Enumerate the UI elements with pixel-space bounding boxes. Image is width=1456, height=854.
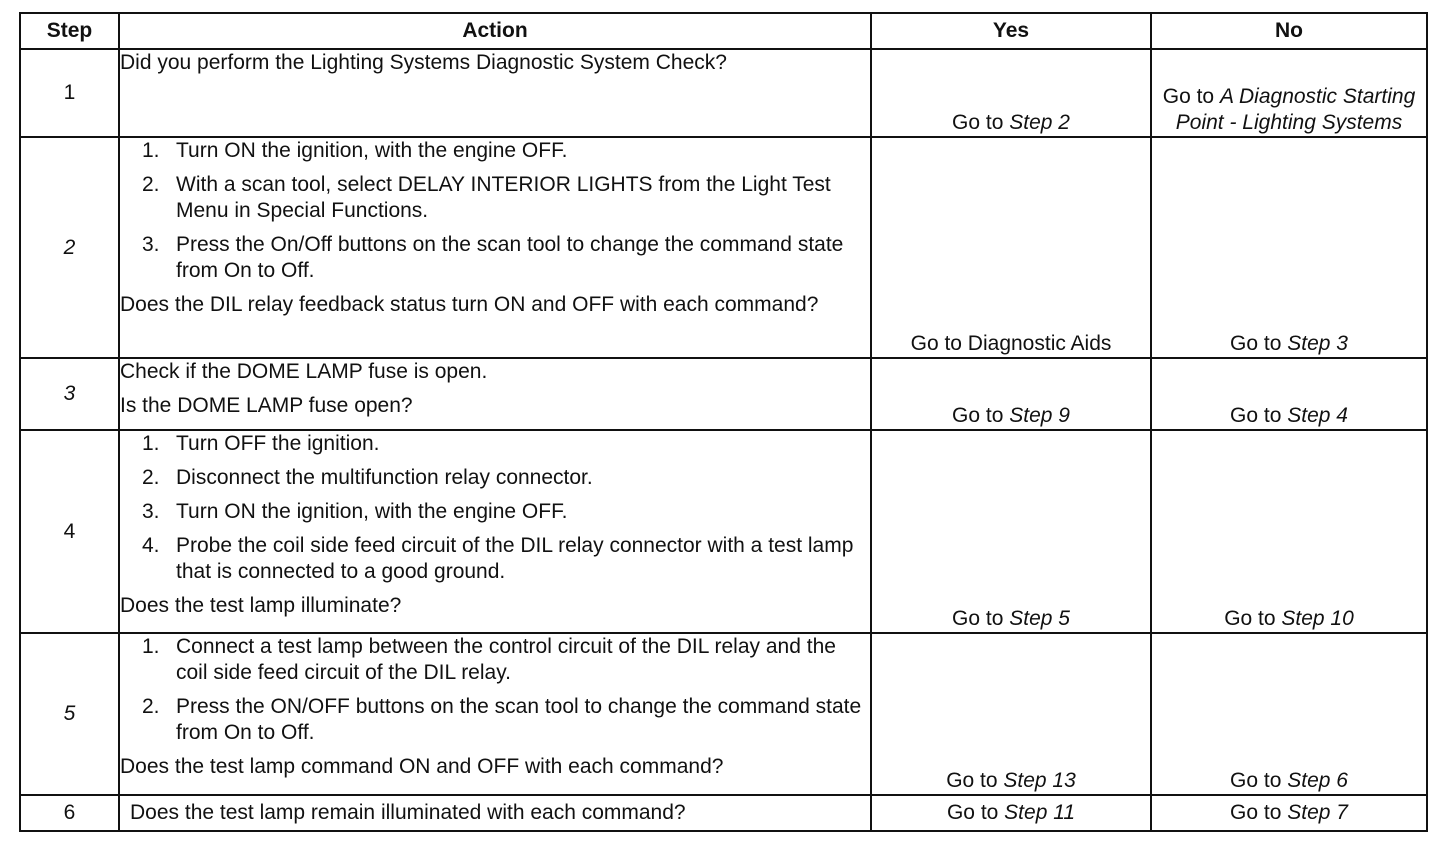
no-prefix: Go to [1230, 332, 1288, 355]
item-text: Disconnect the multifunction relay connector. [176, 466, 593, 489]
item-number: 2. [142, 173, 160, 196]
yes-link[interactable]: Step 2 [1009, 111, 1070, 134]
header-action: Action [119, 13, 871, 49]
list-item [120, 138, 870, 164]
item-number: 1. [142, 635, 160, 658]
no-cell [1151, 358, 1427, 430]
yes-cell [871, 358, 1151, 430]
list-item [120, 431, 870, 457]
no-prefix: Go to [1230, 404, 1288, 427]
no-link[interactable]: Step 3 [1287, 332, 1348, 355]
action-cell [119, 49, 871, 137]
item-text: Turn ON the ignition, with the engine OFF. [176, 500, 568, 523]
header-yes: Yes [871, 13, 1151, 49]
no-cell [1151, 795, 1427, 831]
no-prefix: Go to [1224, 607, 1282, 630]
yes-prefix: Go to [952, 111, 1010, 134]
item-text: Turn OFF the ignition. [176, 432, 380, 455]
no-cell [1151, 633, 1427, 795]
item-number: 2. [142, 695, 160, 718]
yes-cell [871, 137, 1151, 358]
list-item [120, 172, 870, 224]
action-cell [119, 358, 871, 430]
step-number: 5 [20, 633, 119, 795]
action-question: Does the test lamp illuminate? [120, 594, 402, 617]
no-link[interactable]: Step 4 [1287, 404, 1348, 427]
yes-link[interactable]: Step 13 [1003, 769, 1076, 792]
action-cell [119, 430, 871, 633]
item-number: 2. [142, 466, 160, 489]
item-number: 3. [142, 500, 160, 523]
header-row [20, 13, 1427, 49]
item-text: Connect a test lamp between the control circuit of the DIL relay and the coil side feed circuit of the DIL relay. [176, 635, 836, 684]
no-cell [1151, 137, 1427, 358]
list-item [120, 694, 870, 746]
table-row [20, 137, 1427, 358]
action-question: Did you perform the Lighting Systems Diagnostic System Check? [120, 51, 727, 74]
action-question: Does the test lamp remain illuminated with each command? [130, 801, 686, 824]
list-item [120, 533, 870, 585]
no-link[interactable]: Step 7 [1287, 801, 1348, 824]
yes-link[interactable]: Step 11 [1004, 801, 1076, 824]
no-prefix: Go to [1162, 85, 1220, 108]
no-link[interactable]: Step 10 [1281, 607, 1354, 630]
action-cell [119, 795, 871, 831]
no-link[interactable]: A Diagnostic Starting Point - Lighting Systems [1175, 85, 1416, 134]
action-question: Does the test lamp command ON and OFF with each command? [120, 755, 724, 778]
step-number: 6 [20, 795, 119, 831]
table-row [20, 633, 1427, 795]
no-prefix: Go to [1230, 769, 1288, 792]
step-number: 3 [20, 358, 119, 430]
table-row [20, 795, 1427, 831]
header-no: No [1151, 13, 1427, 49]
action-cell [119, 137, 871, 358]
no-cell [1151, 49, 1427, 137]
yes-cell [871, 795, 1151, 831]
action-steps [120, 138, 870, 284]
yes-cell [871, 49, 1151, 137]
yes-prefix: Go to [952, 607, 1010, 630]
yes-link[interactable]: Step 9 [1009, 404, 1070, 427]
item-number: 4. [142, 534, 160, 557]
item-text: Press the On/Off buttons on the scan tool to change the command state from On to Off. [176, 233, 844, 282]
table-row [20, 49, 1427, 137]
list-item [120, 634, 870, 686]
yes-prefix: Go to [952, 404, 1010, 427]
table-row [20, 358, 1427, 430]
list-item [120, 499, 870, 525]
yes-prefix: Go to [946, 769, 1004, 792]
action-question: Does the DIL relay feedback status turn ON and OFF with each command? [120, 293, 819, 316]
item-text: Press the ON/OFF buttons on the scan tool to change the command state from On to Off. [176, 695, 862, 744]
table-row [20, 430, 1427, 633]
item-text: Turn ON the ignition, with the engine OFF. [176, 139, 568, 162]
item-number: 1. [142, 139, 160, 162]
no-prefix: Go to [1230, 801, 1288, 824]
no-link[interactable]: Step 6 [1287, 769, 1348, 792]
header-step: Step [20, 13, 119, 49]
yes-cell [871, 430, 1151, 633]
item-text: Probe the coil side feed circuit of the DIL relay connector with a test lamp that is connected to a good ground. [176, 534, 854, 583]
action-cell [119, 633, 871, 795]
step-number: 2 [20, 137, 119, 358]
action-steps [120, 431, 870, 585]
list-item [120, 232, 870, 284]
item-text: With a scan tool, select DELAY INTERIOR LIGHTS from the Light Test Menu in Special Functions. [176, 173, 831, 222]
step-number: 4 [20, 430, 119, 633]
yes-cell [871, 633, 1151, 795]
list-item [120, 465, 870, 491]
item-number: 3. [142, 233, 160, 256]
action-question: Is the DOME LAMP fuse open? [120, 394, 413, 417]
yes-link[interactable]: Step 5 [1009, 607, 1070, 630]
step-number: 1 [20, 49, 119, 137]
action-steps [120, 634, 870, 746]
diagnostic-table [19, 12, 1428, 832]
item-number: 1. [142, 432, 160, 455]
yes-link[interactable]: Go to Diagnostic Aids [910, 332, 1112, 355]
action-intro: Check if the DOME LAMP fuse is open. [120, 360, 488, 383]
yes-prefix: Go to [946, 801, 1005, 824]
no-cell [1151, 430, 1427, 633]
